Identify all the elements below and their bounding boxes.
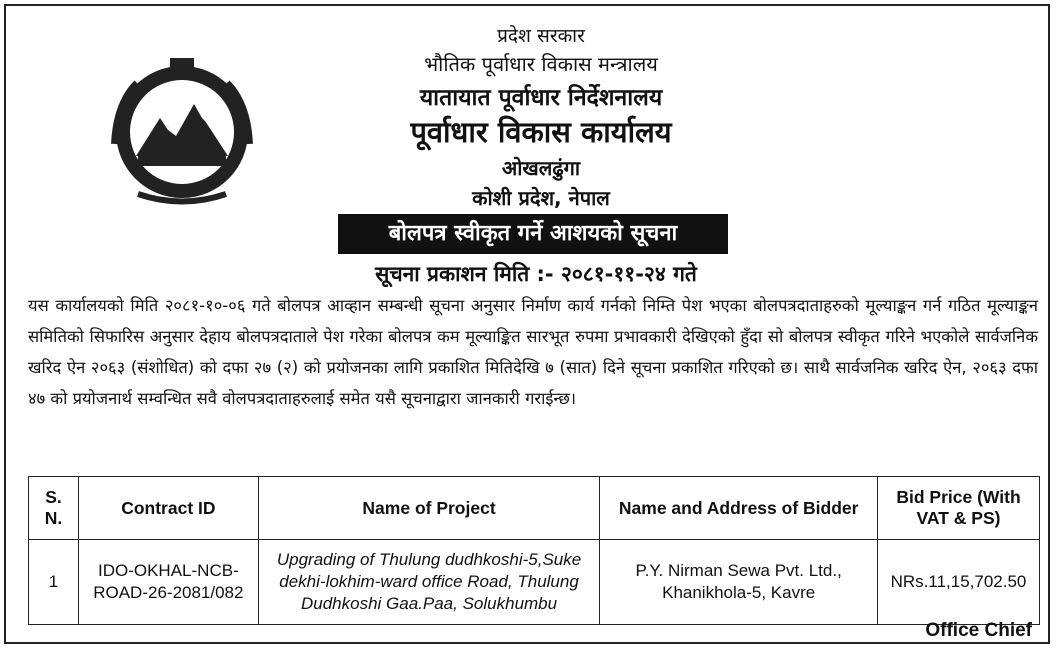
cell-project: Upgrading of Thulung dudhkoshi-5,Suke dekhi-lokhim-ward office Road, Thulung Dudhkoshi Gaa.Paa, Solukhumbu [258,540,600,625]
header-line-province: प्रदेश सरकार [497,25,585,47]
notice-page [4,4,1050,644]
header-contract-id: Contract ID [78,477,258,540]
publication-date: सूचना प्रकाशन मिति :- २०८१-११-२४ गते [375,262,697,286]
nepal-government-emblem-icon [98,44,266,212]
notice-title: बोलपत्र स्वीकृत गर्ने आशयको सूचना [338,214,728,254]
header-sn: S. N. [29,477,79,540]
header-bidder: Name and Address of Bidder [600,477,878,540]
bid-table [28,476,1040,625]
header-line-directorate: यातायात पूर्वाधार निर्देशनालय [419,85,663,111]
table-row [29,540,1040,625]
notice-body: यस कार्यालयको मिति २०८१-१०-०६ गते बोलपत्र आव्हान सम्बन्धी सूचना अनुसार निर्माण कार्य गर्नको निम्ति पेश भएका बोलपत्रदाताहरुको मूल्याङ्कन गर्न गठित मूल्याङ्कन समितिको सिफारिस अनुसार देहाय बोलपत्रदाताले पेश गरेका बोलपत्र कम मूल्याङ्कित सारभूत रुपमा प्रभावकारी देखिएको हुँदा सो बोलपत्र स्वीकृत गरिने भएकोले सार्वजनिक खरिद ऐन २०६३ (संशोधित) को दफा २७ (२) को प्रयोजनका लागि प्रकाशित मितिदेखि ७ (सात) दिने सूचना प्रकाशित गरिएको छ। साथै सार्वजनिक खरिद ऐन, २०६३ दफा ४७ को प्रयोजनार्थ सम्वन्धित सवै वोलपत्रदाताहरुलाई समेत यसै सूचनाद्वारा जानकारी गराईन्छ। [28,296,1038,408]
cell-price: NRs.11,15,702.50 [878,540,1040,625]
header-price: Bid Price (With VAT & PS) [878,477,1040,540]
cell-bidder: P.Y. Nirman Sewa Pvt. Ltd., Khanikhola-5, Kavre [600,540,878,625]
signature-office-chief: Office Chief [925,620,1032,641]
table-header-row [29,477,1040,540]
header-project: Name of Project [258,477,600,540]
cell-contract-id: IDO-OKHAL-NCB-ROAD-26-2081/082 [78,540,258,625]
cell-sn: 1 [29,540,79,625]
header-line-office: पूर्वाधार विकास कार्यालय [410,115,672,149]
header-line-district: ओखलढुंगा [501,156,581,180]
header-line-address: कोशी प्रदेश, नेपाल [472,186,610,210]
header-line-ministry: भौतिक पूर्वाधार विकास मन्त्रालय [424,52,658,76]
